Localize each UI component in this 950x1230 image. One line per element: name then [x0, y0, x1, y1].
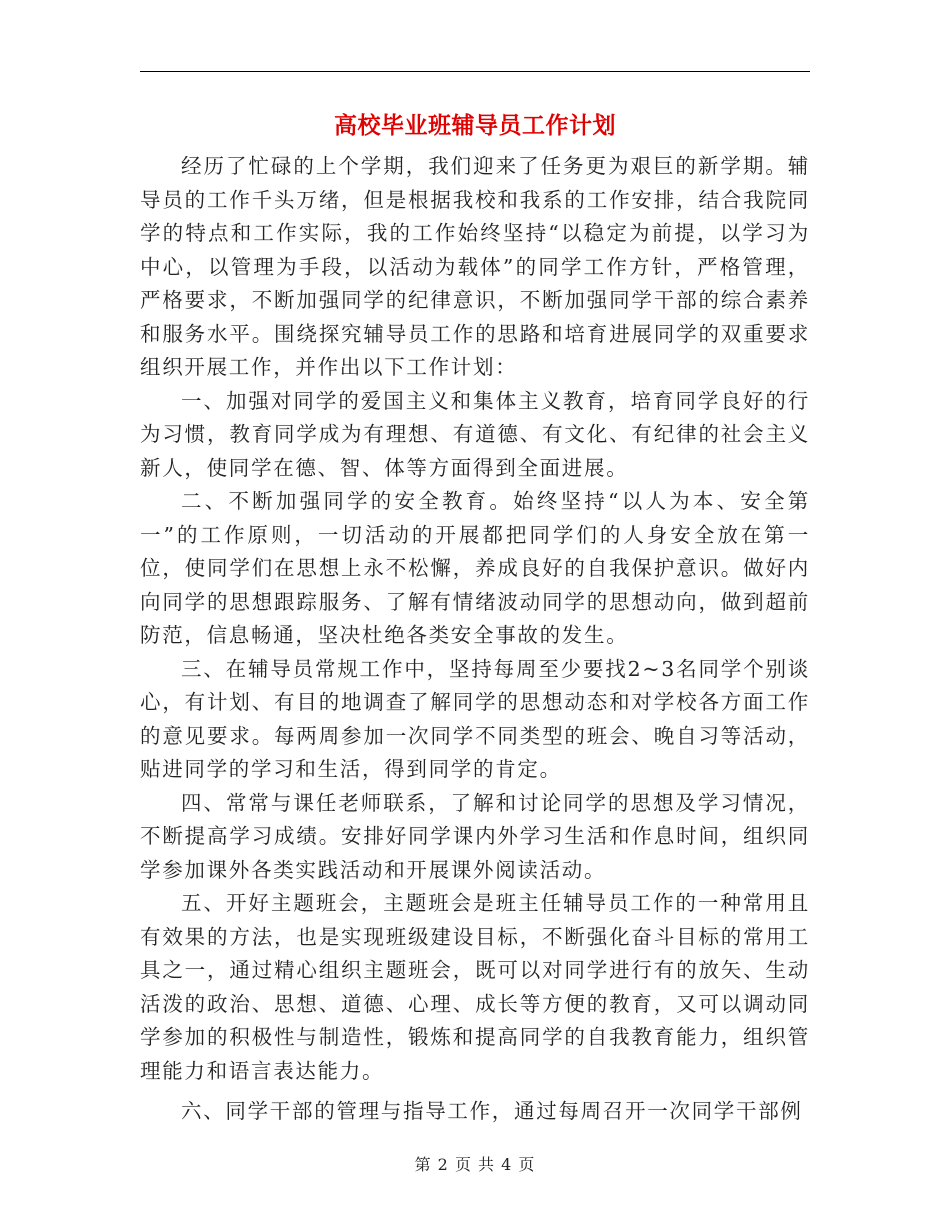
page-number-footer: 第 2 页 共 4 页 — [414, 1155, 536, 1174]
paragraph-item-2: 二、不断加强同学的安全教育。始终坚持“以人为本、安全第一”的工作原则，一切活动的开展都把同学们的人身安全放在第一位，使同学们在思想上永不松懈，养成良好的自我保护意识。做好内向同学的思想跟踪服务、了解有情绪波动同学的思想动向，做到超前防范，信息畅通，坚决杜绝各类安全事故的发生。 — [140, 489, 810, 647]
paragraph-item-3: 三、在辅导员常规工作中，坚持每周至少要找2~3名同学个别谈心，有计划、有目的地调查了解同学的思想动态和对学校各方面工作的意见要求。每两周参加一次同学不同类型的班会、晚自习等活动，贴进同学的学习和生活，得到同学的肯定。 — [140, 656, 810, 781]
header-rule — [140, 71, 810, 72]
paragraph-item-4: 四、常常与课任老师联系，了解和讨论同学的思想及学习情况，不断提高学习成绩。安排好同学课内外学习生活和作息时间，组织同学参加课外各类实践活动和开展课外阅读活动。 — [140, 790, 810, 882]
document-body — [140, 150, 810, 1129]
paragraph-item-1: 一、加强对同学的爱国主义和集体主义教育，培育同学良好的行为习惯，教育同学成为有理想、有道德、有文化、有纪律的社会主义新人，使同学在德、智、体等方面得到全面进展。 — [140, 388, 810, 480]
paragraph-item-5: 五、开好主题班会，主题班会是班主任辅导员工作的一种常用且有效果的方法，也是实现班级建设目标，不断强化奋斗目标的常用工具之一，通过精心组织主题班会，既可以对同学进行有的放矢、生动活泼的政治、思想、道德、心理、成长等方便的教育，又可以调动同学参加的积极性与制造性，锻炼和提高同学的自我教育能力，组织管理能力和语言表达能力。 — [140, 891, 810, 1083]
paragraph-item-6: 六、同学干部的管理与指导工作，通过每周召开一次同学干部例 — [181, 1099, 803, 1123]
paragraph-intro: 经历了忙碌的上个学期，我们迎来了任务更为艰巨的新学期。辅导员的工作千头万绪，但是根据我校和我系的工作安排，结合我院同学的特点和工作实际，我的工作始终坚持“以稳定为前提，以学习为中心，以管理为手段，以活动为载体”的同学工作方针，严格管理，严格要求，不断加强同学的纪律意识，不断加强同学干部的综合素养和服务水平。围绕探究辅导员工作的思路和培育进展同学的双重要求组织开展工作，并作出以下工作计划： — [140, 154, 810, 379]
document-title: 高校毕业班辅导员工作计划 — [334, 112, 616, 139]
